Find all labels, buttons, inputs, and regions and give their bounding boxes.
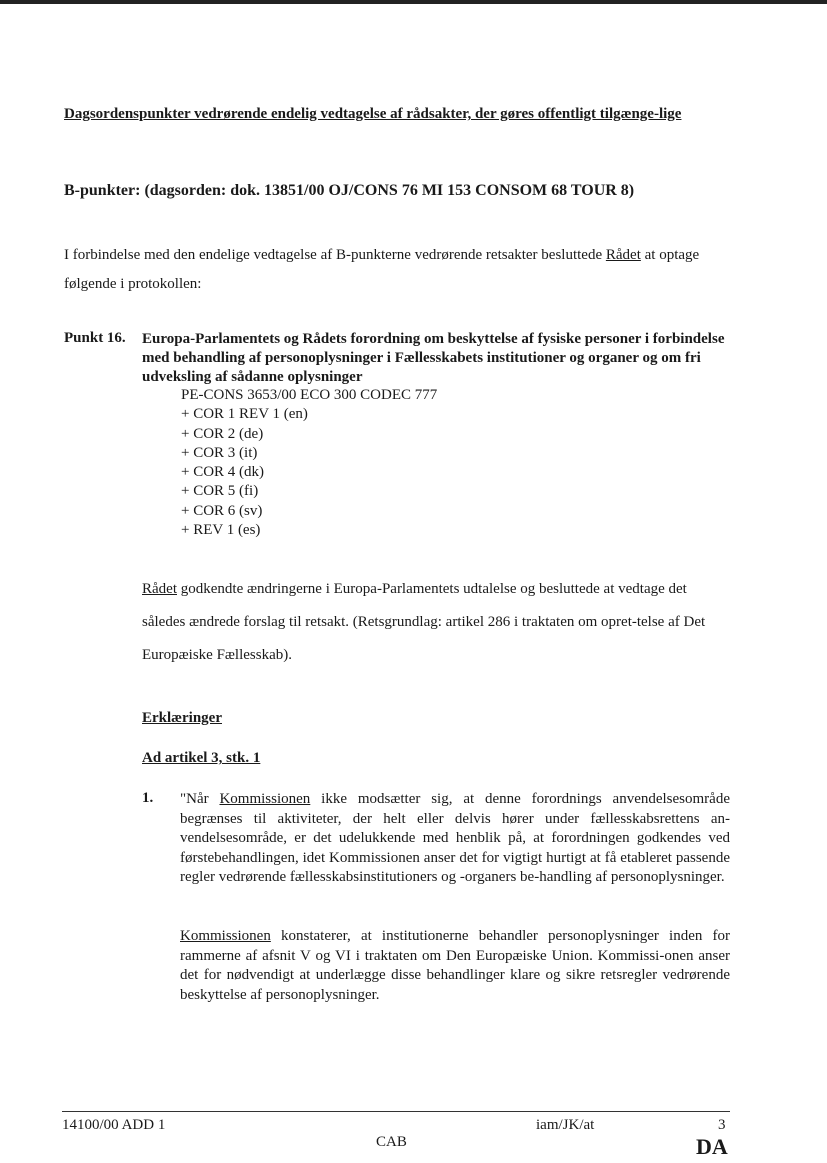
reference-line: + COR 6 (sv) (181, 502, 263, 519)
intro-text-before: I forbindelse med den endelige vedtagelse af B-punkterne vedrørende retsakter besluttede (64, 247, 606, 263)
item-title: Europa-Parlamentets og Rådets forordning om beskyttelse af fysiske personer i forbindelse med behandling af personoplysninger i Fællesskabets institutioner og organer og om fri udveksling af sådanne oplysninger (142, 331, 725, 385)
declaration-text-2: konstaterer, at institutionerne behandler personoplysninger inden for rammerne af afsnit V og VI i traktaten om Den Europæiske Union. Kommissi-onen anser det for nødvendigt at underlægge disse behandlinger klare og sikre retsregler vedrørende beskyttelse af personoplysninger. (180, 928, 730, 1003)
intro-link-raadet: Rådet (605, 247, 641, 263)
page-heading: Dagsordenspunkter vedrørende endelig vedtagelse af rådsakter, der gøres offentligt tilgænge-lige (64, 106, 682, 122)
b-points-line: B-punkter: (dagsorden: dok. 13851/00 OJ/CONS 76 MI 153 CONSOM 68 TOUR 8) (64, 182, 635, 199)
declaration-quote-open: "Når (180, 791, 220, 807)
intro-text-after: at optage følgende i protokollen: (64, 247, 700, 292)
declaration-number: 1. (142, 790, 154, 806)
declarations-heading: Erklæringer (142, 710, 222, 726)
footer-initials: iam/JK/at (536, 1117, 595, 1133)
reference-line: + COR 2 (de) (181, 425, 264, 442)
reference-list (181, 386, 437, 540)
footer-rule (62, 1111, 730, 1112)
reference-line: PE-CONS 3653/00 ECO 300 CODEC 777 (181, 387, 438, 403)
declaration-paragraph-2 (180, 927, 730, 1005)
reference-line: + COR 3 (it) (181, 444, 258, 461)
article-subheading: Ad artikel 3, stk. 1 (142, 750, 261, 766)
reference-line: + REV 1 (es) (181, 522, 261, 539)
declaration-link-kommissionen-2: Kommissionen (180, 928, 271, 944)
reference-line: + COR 1 REV 1 (en) (181, 406, 308, 423)
footer-language: DA (696, 1134, 728, 1159)
decision-link-raadet: Rådet (142, 581, 177, 597)
reference-line: + COR 4 (dk) (181, 464, 265, 481)
item-label: Punkt 16. (64, 330, 126, 346)
footer-doc-number: 14100/00 ADD 1 (62, 1117, 166, 1133)
intro-paragraph (64, 241, 732, 299)
reference-line: + COR 5 (fi) (181, 483, 259, 500)
top-border (0, 0, 827, 4)
decision-paragraph (142, 573, 732, 672)
footer-unit: CAB (376, 1134, 407, 1150)
declaration-link-kommissionen: Kommissionen (219, 791, 311, 807)
declaration-text-1: ikke modsætter sig, at denne forordnings anvendelsesområde begrænses til aktiviteter, der helt eller delvis hører under fællesskabsrettens an-vendelsesområde, er det udelukkende med henblik på, at forordningen godkendes ved førstebehandlingen, idet Kommissionen anser det for vigtigt hurtigt at få etableret passende regler vedrørende fællesskabsinstitutioners og -organers be-handling af personoplysninger. (180, 791, 730, 885)
decision-text: godkendte ændringerne i Europa-Parlamentets udtalelse og besluttede at vedtage det således ændrede forslag til retsakt. (Retsgrundlag: artikel 286 i traktaten om opret-telse af Det Europæiske Fællesskab). (142, 581, 706, 663)
footer-page-number: 3 (718, 1117, 726, 1133)
declaration-paragraph-1 (180, 790, 730, 888)
